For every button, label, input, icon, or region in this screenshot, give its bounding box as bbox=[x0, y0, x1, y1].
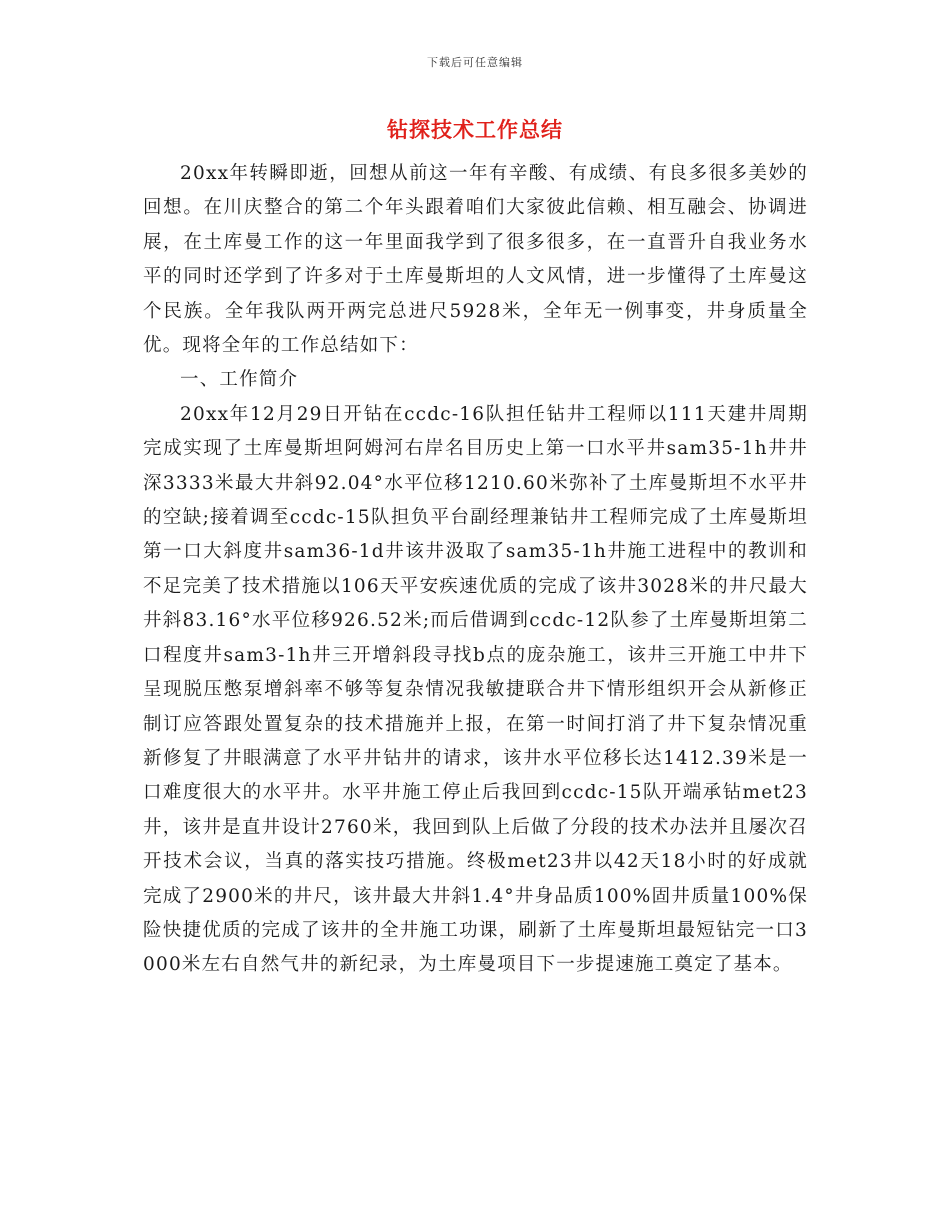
paragraph-intro: 20xx年转瞬即逝，回想从前这一年有辛酸、有成绩、有良多很多美妙的回想。在川庆整合的第二个年头跟着咱们大家彼此信赖、相互融会、协调进展，在土库曼工作的这一年里面我学到了很多很多，在一直晋升自我业务水平的同时还学到了许多对于土库曼斯坦的人文风情，进一步懂得了土库曼这个民族。全年我队两开两完总进尺5928米，全年无一例事变，井身质量全优。现将全年的工作总结如下： bbox=[143, 163, 808, 357]
header-note: 下载后可任意编辑 bbox=[427, 56, 523, 69]
document-title: 钻探技术工作总结 bbox=[387, 117, 563, 142]
document-body bbox=[143, 157, 808, 983]
section-heading-work-summary: 一、工作简介 bbox=[180, 369, 299, 391]
paragraph-work-details: 20xx年12月29日开钻在ccdc-16队担任钻井工程师以111天建井周期完成实现了土库曼斯坦阿姆河右岸名目历史上第一口水平井sam35-1h井井深3333米最大井斜92.04°水平位移1210.60米弥补了土库曼斯坦不水平井的空缺;接着调至ccdc-15队担负平台副经理兼钻井工程师完成了土库曼斯坦第一口大斜度井sam36-1d井该井汲取了sam35-1h井施工进程中的教训和不足完美了技术措施以106天平安疾速优质的完成了该井3028米的井尺最大井斜83.16°水平位移926.52米;而后借调到ccdc-12队参了土库曼斯坦第二口程度井sam3-1h井三开增斜段寻找b点的庞杂施工，该井三开施工中井下呈现脱压憋泵增斜率不够等复杂情况我敏捷联合井下情形组织开会从新修正制订应答跟处置复杂的技术措施并上报，在第一时间打消了井下复杂情况重新修复了井眼满意了水平井钻井的请求，该井水平位移长达1412.39米是一口难度很大的水平井。水平井施工停止后我回到ccdc-15队开端承钻met23井，该井是直井设计2760米，我回到队上后做了分段的技术办法并且屡次召开技术会议，当真的落实技巧措施。终极met23井以42天18小时的好成就完成了2900米的井尺，该井最大井斜1.4°井身品质100%固井质量100%保险快捷优质的完成了该井的全井施工功课，刷新了土库曼斯坦最短钻完一口3000米左右自然气井的新纪录，为土库曼项目下一步提速施工奠定了基本。 bbox=[143, 403, 808, 976]
